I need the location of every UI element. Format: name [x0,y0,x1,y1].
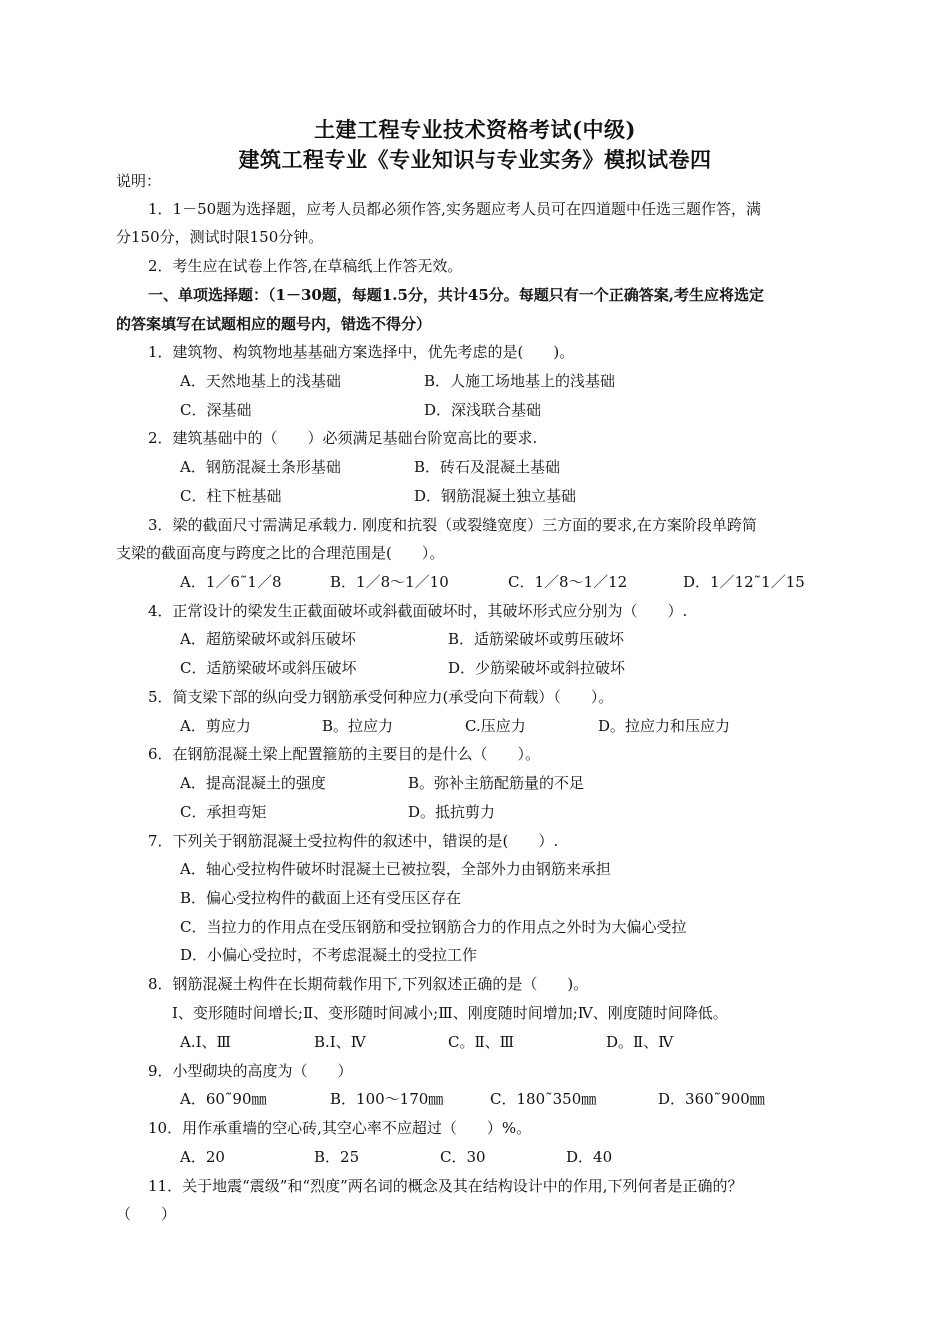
q8-option-c: C。Ⅱ、Ⅲ [448,1033,515,1051]
q2-option-a: A．钢筋混凝土条形基础 [180,458,341,476]
q6-option-a: A．提高混凝土的强度 [180,774,326,792]
q4-option-a: A．超筋梁破坏或斜压破坏 [180,630,356,648]
q4-option-d: D．少筋梁破坏或斜拉破坏 [448,659,626,677]
instruction-1: 1．1－50题为选择题，应考人员都必须作答,实务题应考人员可在四道题中任选三题作答，满 [148,200,761,218]
q2-option-c: C．柱下桩基础 [180,487,282,505]
q8-option-d: D。Ⅱ、Ⅳ [606,1033,674,1051]
q7-option-d: D．小偏心受拉时，不考虑混凝土的受拉工作 [180,946,478,964]
question-7: 7．下列关于钢筋混凝土受拉构件的叙述中，错误的是( ）. [148,832,559,850]
question-8: 8．钢筋混凝土构件在长期荷载作用下,下列叙述正确的是（ )。 [148,975,589,993]
question-11-cont: （ ） [116,1205,177,1223]
instruction-1-cont: 分150分，测试时限150分钟。 [116,228,324,246]
q1-option-d: D．深浅联合基础 [424,401,542,419]
q6-option-c: C．承担弯矩 [180,803,267,821]
question-4: 4．正常设计的梁发生正截面破坏或斜截面破坏时，其破坏形式应分别为（ ）. [148,602,688,620]
q7-option-c: C．当拉力的作用点在受压钢筋和受拉钢筋合力的作用点之外时为大偏心受拉 [180,918,687,936]
question-5: 5．简支梁下部的纵向受力钢筋承受何种应力(承受向下荷载）（ ）。 [148,688,614,706]
q6-option-b: B。弥补主筋配筋量的不足 [408,774,585,792]
question-11: 11．关于地震“震级”和“烈度”两名词的概念及其在结构设计中的作用,下列何者是正确的？ [148,1177,743,1195]
question-8-statements: Ⅰ、变形随时间增长;Ⅱ、变形随时间减小;Ⅲ、刚度随时间增加;Ⅳ、刚度随时间降低。 [172,1004,728,1022]
q2-option-b: B．砖石及混凝土基础 [414,458,561,476]
q5-option-b: B。拉应力 [322,717,394,735]
q10-option-a: A．20 [180,1148,225,1166]
q8-option-a: A.Ⅰ、Ⅲ [180,1033,231,1051]
q1-option-a: A．天然地基上的浅基础 [180,372,341,390]
q9-option-c: C．180˜350㎜ [490,1090,597,1108]
question-2: 2．建筑基础中的（ ）必须满足基础台阶宽高比的要求. [148,429,538,447]
q9-option-b: B．100～170㎜ [330,1090,444,1108]
question-10: 10．用作承重墙的空心砖,其空心率不应超过（ ）%。 [148,1119,532,1137]
q10-option-b: B．25 [314,1148,360,1166]
question-3-cont: 支梁的截面高度与跨度之比的合理范围是( ）。 [116,544,445,562]
q3-option-c: C．1／8～1／12 [508,573,628,591]
q4-option-b: B．适筋梁破坏或剪压破坏 [448,630,625,648]
q5-option-a: A．剪应力 [180,717,251,735]
instructions-label: 说明： [116,172,162,190]
section-heading: 一、单项选择题：（1－30题，每题1.5分，共计45分。每题只有一个正确答案,考生应将选定 [148,286,765,304]
q9-option-a: A．60˜90㎜ [180,1090,267,1108]
q5-option-d: D。拉应力和压应力 [598,717,731,735]
section-heading-cont: 的答案填写在试题相应的题号内，错选不得分） [116,315,432,333]
exam-subtitle: 建筑工程专业《专业知识与专业实务》模拟试卷四 [238,147,712,172]
q5-option-c: C.压应力 [465,717,526,735]
instruction-2: 2．考生应在试卷上作答,在草稿纸上作答无效。 [148,257,463,275]
q1-option-b: B．人施工场地基上的浅基础 [424,372,616,390]
q3-option-b: B．1／8～1／10 [330,573,449,591]
q8-option-b: B.Ⅰ、Ⅳ [314,1033,366,1051]
q6-option-d: D。抵抗剪力 [408,803,496,821]
q10-option-d: D．40 [566,1148,613,1166]
question-6: 6．在钢筋混凝土梁上配置箍筋的主要目的是什么（ ）。 [148,745,541,763]
q9-option-d: D．360˜900㎜ [658,1090,765,1108]
q10-option-c: C．30 [440,1148,486,1166]
q1-option-c: C．深基础 [180,401,252,419]
q7-option-a: A．轴心受拉构件破坏时混凝土已被拉裂，全部外力由钢筋来承担 [180,860,611,878]
exam-title: 土建工程专业技术资格考试(中级) [314,117,636,142]
q3-option-a: A．1／6˜1／8 [180,573,282,591]
q3-option-d: D．1／12˜1／15 [683,573,805,591]
question-3: 3．梁的截面尺寸需满足承载力. 刚度和抗裂（或裂缝宽度）三方面的要求,在方案阶段单跨简 [148,516,757,534]
question-1: 1．建筑物、构筑物地基基础方案选择中，优先考虑的是( )。 [148,343,575,361]
q4-option-c: C．适筋梁破坏或斜压破坏 [180,659,357,677]
q7-option-b: B．偏心受拉构件的截面上还有受压区存在 [180,889,462,907]
q2-option-d: D．钢筋混凝土独立基础 [414,487,577,505]
question-9: 9．小型砌块的高度为（ ） [148,1062,353,1080]
